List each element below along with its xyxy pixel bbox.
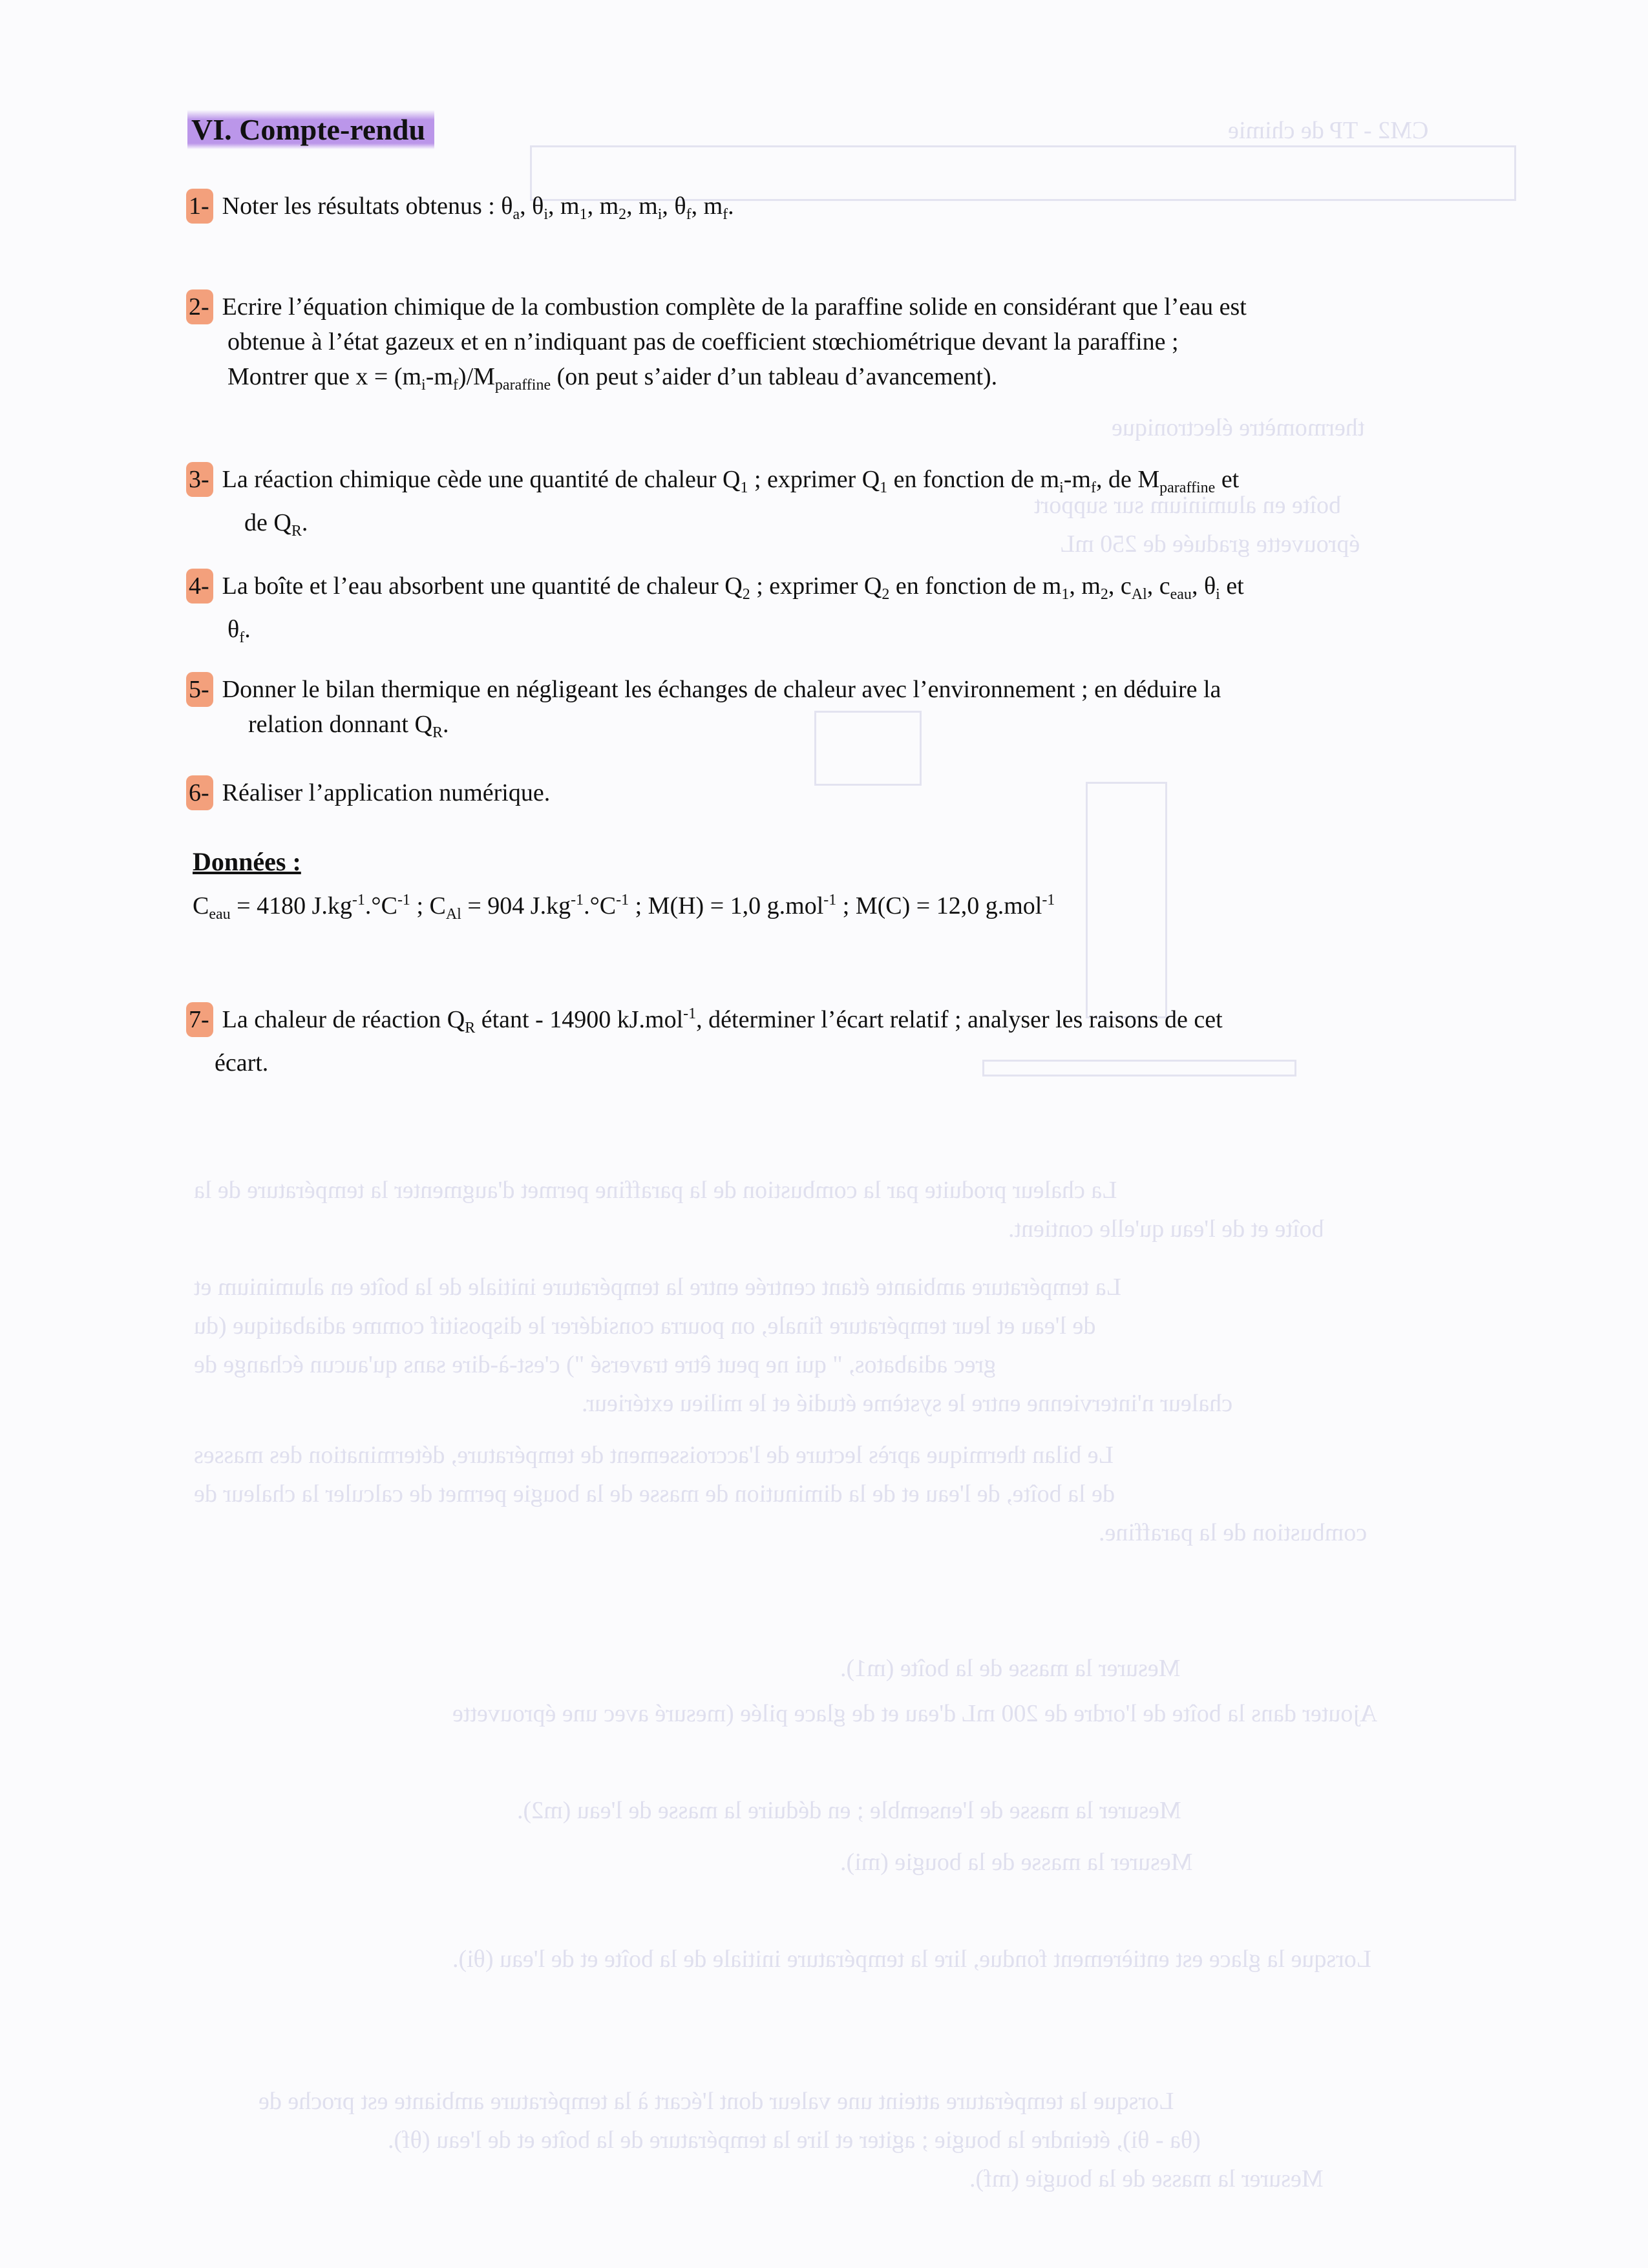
show-through-text: (θa - θi), éteindre la bougie ; agiter et lire la température de la boîte et de l'eau (θf).	[388, 2126, 1201, 2154]
show-through-text: Mesurer la masse de la bougie (mi).	[840, 1849, 1193, 1876]
question-number: 2-	[186, 289, 213, 324]
question-number: 7-	[186, 1002, 213, 1037]
question-text: La boîte et l’eau absorbent une quantité de chaleur $Q_2$ ; exprimer $Q_2$ en fonction de $m_1$, $m_2$, $c_{Al}$, $c_{eau}$, $\theta_i$ et	[222, 572, 1244, 603]
show-through-text: de la boîte, de l'eau et de la diminution de masse de la bougie permet de calculer la chaleur de	[194, 1480, 1115, 1507]
question-number: 5-	[186, 672, 213, 707]
show-through-text: combustion de la paraffine.	[1099, 1519, 1368, 1546]
show-through-text: boîte et de l'eau qu'elle contient.	[1008, 1215, 1324, 1243]
question-text: Réaliser l’application numérique.	[222, 779, 551, 806]
show-through-text: éprouvette graduée de 250 mL	[1060, 530, 1360, 558]
question-text: Donner le bilan thermique en négligeant les échanges de chaleur avec l’environnement ; en déduire la	[222, 676, 1221, 703]
donnees-values: $C_{eau} = 4180$ $J.kg^{-1}.^\circ C^{-1}$ ; $C_{Al} = 904$ $J.kg^{-1}.^\circ C^{-1}$ ; M(H) = 1,0 g.mol$^{-1}$ ; M(C) = 12,0 g.mol$^{-1}$	[193, 892, 1055, 923]
show-through-text: La chaleur produite par la combustion de la paraffine permet d'augmenter la température de la	[194, 1177, 1117, 1204]
question-6	[186, 775, 1517, 810]
question-3	[186, 462, 1517, 549]
question-2	[186, 289, 1517, 403]
show-through-text: Ajouter dans la boîte de l'ordre de 200 mL d'eau et de glace pilée (mesuré avec une éprouvette	[452, 1700, 1378, 1727]
show-through-diagram	[1086, 782, 1167, 1018]
show-through-text: grec adiabatos, " qui ne peut être traversé ") c'est-à-dire sans qu'aucun échange de	[194, 1351, 997, 1378]
question-text: Ecrire l’équation chimique de la combustion complète de la paraffine solide en considérant que l’eau est	[222, 293, 1247, 320]
section-title: VI. Compte-rendu	[187, 110, 434, 149]
question-number: 1-	[186, 189, 213, 224]
show-through-text: Mesurer la masse de la bougie (mf).	[969, 2165, 1324, 2192]
question-text: $\theta_f$.	[227, 616, 251, 646]
question-text: de $Q_R$.	[244, 509, 308, 540]
question-text: La réaction chimique cède une quantité de chaleur $Q_1$ ; exprimer $Q_1$ en fonction de $m_i-m_f$, de $M_{paraffine}$ et	[222, 466, 1240, 496]
show-through-text: Lorsque la température atteint une valeur dont l'écart à la température ambiante est proche de	[259, 2088, 1174, 2115]
question-text: Montrer que $x = (m_i-m_f)/M_{paraffine}$ (on peut s’aider d’un tableau d’avancement).	[227, 363, 998, 394]
question-4	[186, 569, 1517, 655]
show-through-text: Lorsque la glace est entièrement fondue, lire la température initiale de la boîte et de l'eau (θi).	[452, 1946, 1371, 1973]
question-number: 4-	[186, 569, 213, 604]
show-through-text: thermomètre électronique	[1112, 414, 1365, 441]
question-number: 6-	[186, 775, 213, 810]
question-1	[186, 189, 1517, 232]
show-through-text: Le bilan thermique après lecture de l'accroissement de température, détermination des masses	[194, 1442, 1114, 1469]
show-through-text: Mesurer la masse de l'ensemble ; en déduire la masse de l'eau (m2).	[517, 1797, 1181, 1824]
show-through-text: La température ambiante étant centrée entre la température initiale de la boîte en aluminium et	[194, 1274, 1121, 1301]
show-through-text: chaleur n'intervienne entre le système étudié et le milieu extérieur.	[582, 1390, 1233, 1417]
show-through-header: CM2 - TP de chimie	[1228, 117, 1429, 144]
show-through-text: de l'eau et leur température finale, on pourra considérer le dispositif comme adiabatique (du	[194, 1312, 1096, 1339]
question-5	[186, 672, 1517, 750]
question-text: La chaleur de réaction $Q_R$ étant - 14900 kJ.mol$^{-1}$, déterminer l’écart relatif ; analyser les raisons de cet	[222, 1005, 1223, 1036]
question-7	[186, 996, 1517, 1080]
show-through-text: boîte en aluminium sur support	[1034, 492, 1341, 519]
donnees-heading: Données :	[193, 847, 301, 876]
question-number: 3-	[186, 462, 213, 497]
question-text: obtenue à l’état gazeux et en n’indiquant pas de coefficient stœchiométrique devant la paraffine ;	[227, 328, 1179, 355]
show-through-text: Mesurer la masse de la boîte (m1).	[840, 1655, 1181, 1682]
question-text: écart.	[215, 1049, 269, 1076]
question-text: relation donnant $Q_R$.	[248, 711, 449, 741]
question-text: Noter les résultats obtenus : $\theta_a$, $\theta_i$, $m_1$, $m_2$, $m_i$, $\theta_f$, $m_f$.	[222, 193, 734, 223]
